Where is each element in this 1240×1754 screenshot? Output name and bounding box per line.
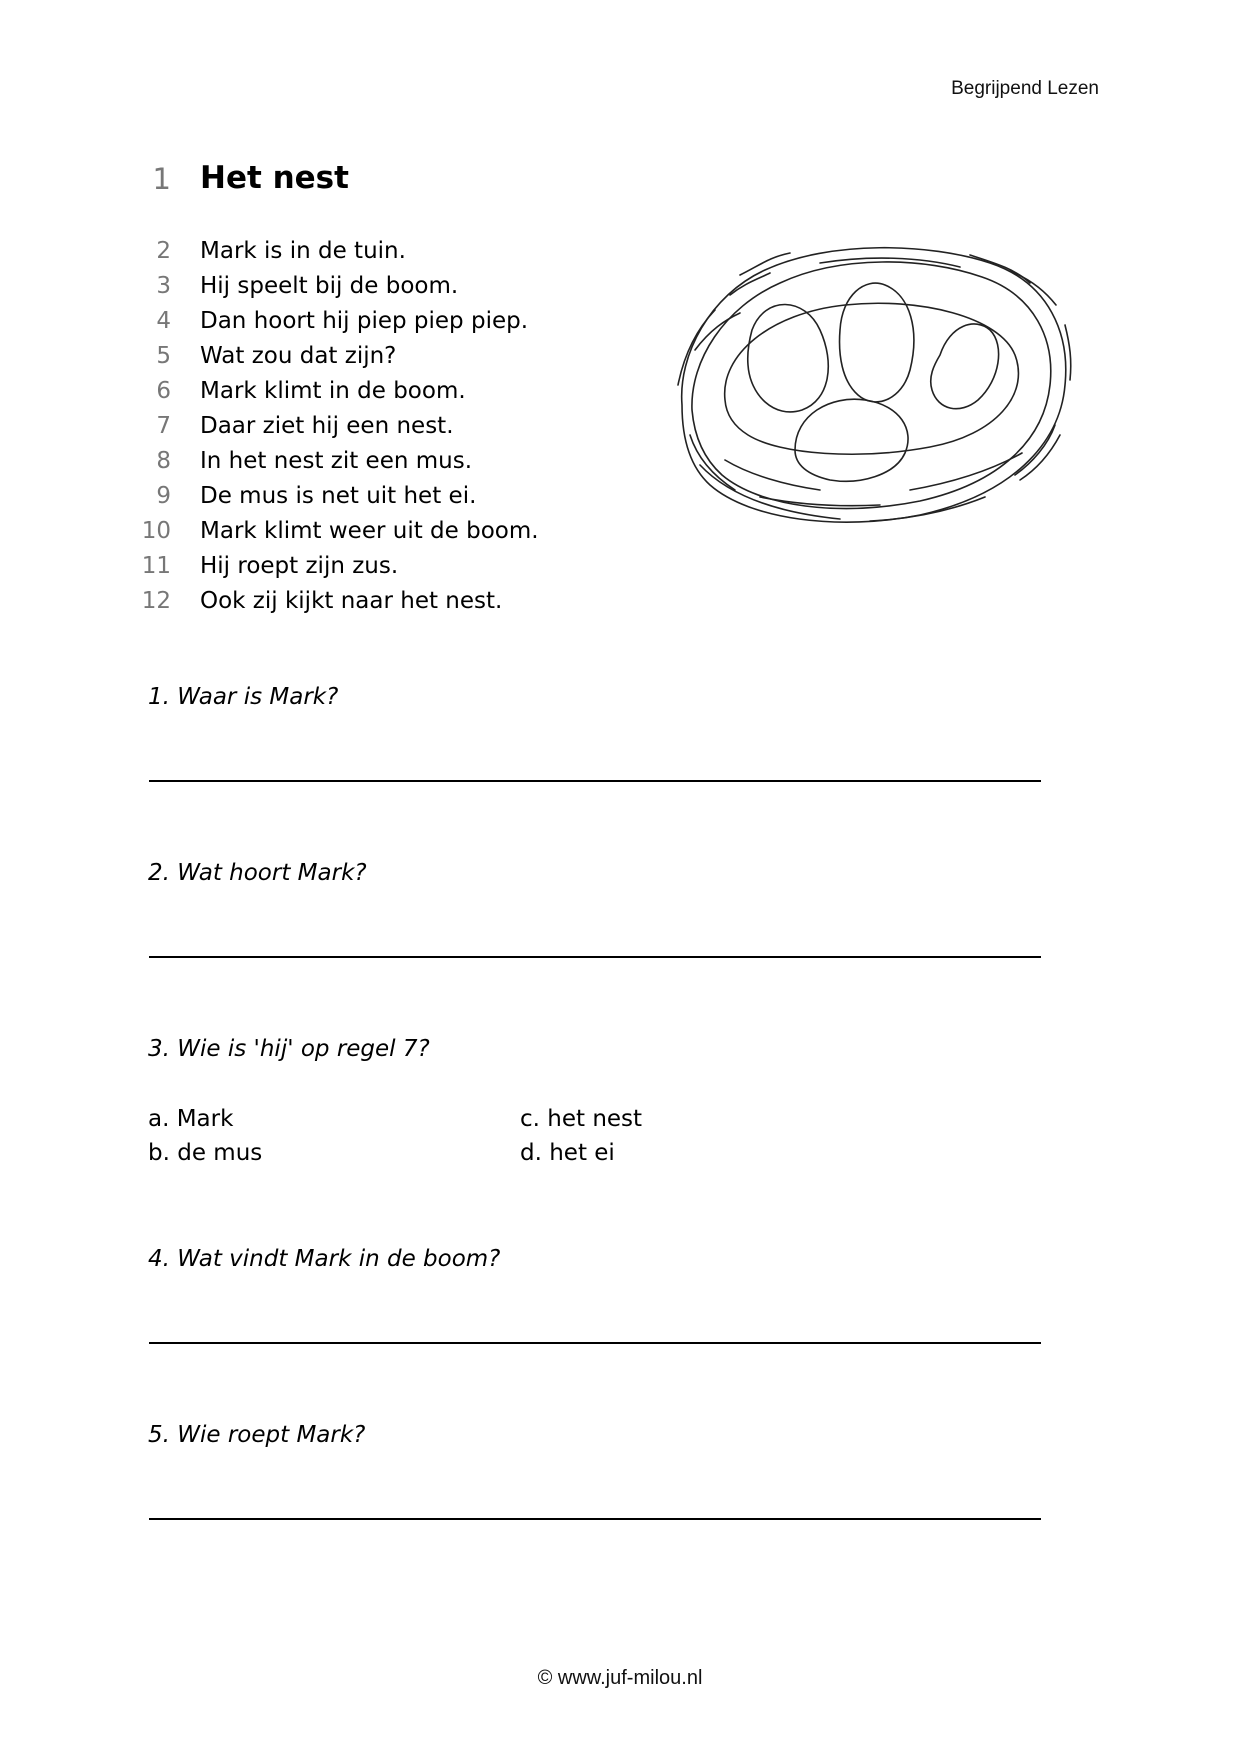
line-text: Mark is in de tuin. [200, 238, 406, 264]
line-number: 5 [156, 343, 171, 369]
bird-nest-with-eggs-icon [670, 235, 1090, 545]
answer-line-1[interactable] [149, 780, 1041, 782]
line-number: 6 [156, 378, 171, 404]
line-text: Mark klimt in de boom. [200, 378, 466, 404]
line-number: 4 [156, 308, 171, 334]
option-a[interactable]: a. Mark [148, 1106, 234, 1132]
line-number: 3 [156, 273, 171, 299]
footer-copyright: © www.juf-milou.nl [537, 1667, 703, 1689]
line-text: Hij speelt bij de boom. [200, 273, 459, 299]
answer-line-2[interactable] [149, 956, 1041, 958]
line-number: 7 [156, 413, 171, 439]
answer-line-5[interactable] [149, 1518, 1041, 1520]
line-number: 8 [156, 448, 171, 474]
line-number: 1 [152, 162, 171, 196]
line-number: 9 [156, 483, 171, 509]
page-header-label: Begrijpend Lezen [951, 78, 1099, 99]
question-2: 2. Wat hoort Mark? [148, 860, 367, 886]
line-text: Daar ziet hij een nest. [200, 413, 454, 439]
story-title: Het nest [200, 160, 349, 196]
line-number: 12 [141, 588, 171, 614]
option-b[interactable]: b. de mus [148, 1140, 263, 1166]
line-text: Hij roept zijn zus. [200, 553, 399, 579]
question-4: 4. Wat vindt Mark in de boom? [148, 1246, 501, 1272]
line-text: Wat zou dat zijn? [200, 343, 397, 369]
question-1: 1. Waar is Mark? [148, 684, 339, 710]
question-5: 5. Wie roept Mark? [148, 1422, 366, 1448]
line-number: 11 [141, 553, 171, 579]
line-number: 2 [156, 238, 171, 264]
line-number: 10 [141, 518, 171, 544]
answer-line-4[interactable] [149, 1342, 1041, 1344]
question-3: 3. Wie is 'hij' op regel 7? [148, 1036, 430, 1062]
line-text: In het nest zit een mus. [200, 448, 473, 474]
line-text: Ook zij kijkt naar het nest. [200, 588, 503, 614]
line-text: Mark klimt weer uit de boom. [200, 518, 539, 544]
line-text: Dan hoort hij piep piep piep. [200, 308, 529, 334]
option-c[interactable]: c. het nest [520, 1106, 643, 1132]
line-text: De mus is net uit het ei. [200, 483, 477, 509]
option-d[interactable]: d. het ei [520, 1140, 615, 1166]
